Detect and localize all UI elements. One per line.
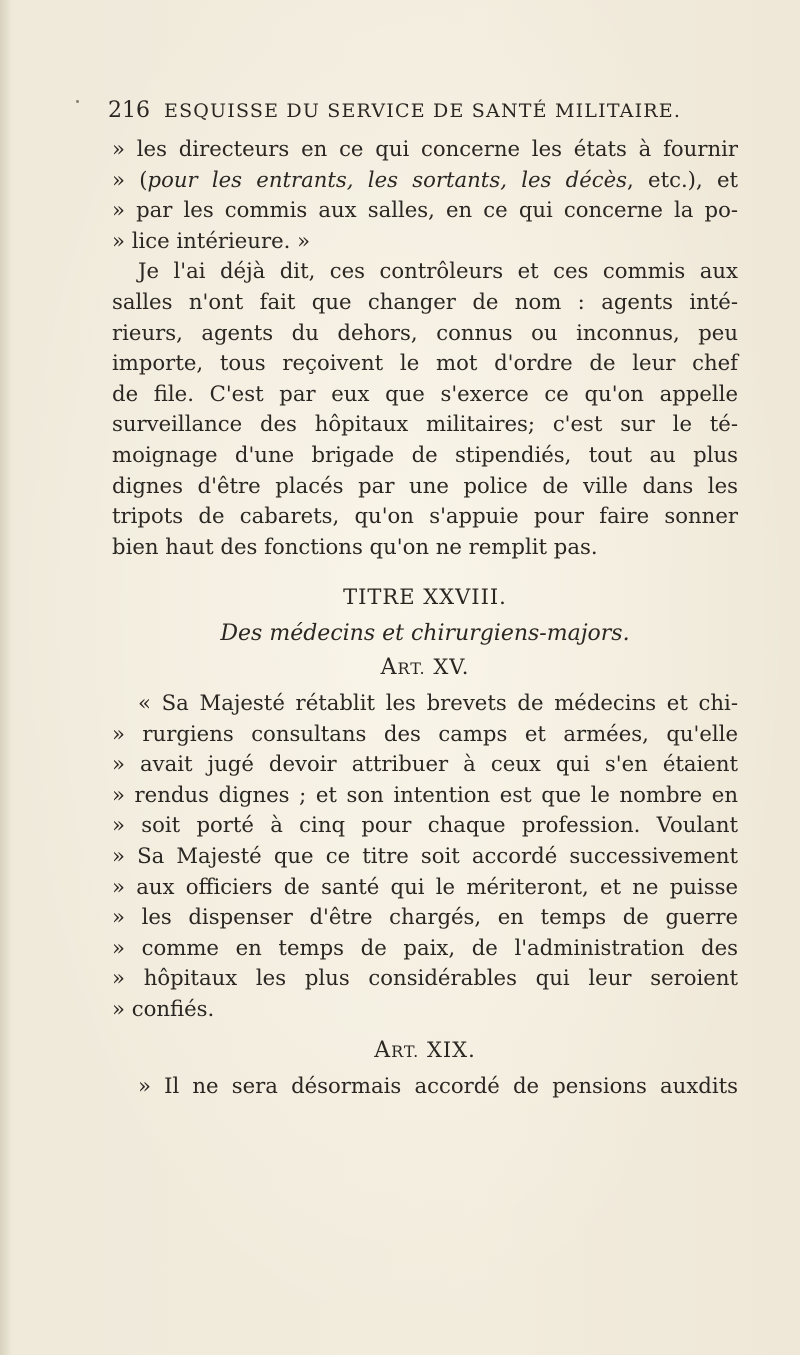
article-abbrev: RT.: [391, 1041, 420, 1061]
article-initial: A: [374, 1037, 392, 1063]
text-fragment: » (: [112, 166, 148, 192]
text-line: de file. C'est par eux que s'exerce ce qu'on appelle: [112, 380, 738, 406]
article-initial: A: [380, 654, 398, 680]
text-line: » avait jugé devoir attribuer à ceux qui s'en étaient: [112, 751, 738, 777]
page-body: [112, 134, 738, 1102]
text-line: bien haut des fonctions qu'on ne remplit pas.: [112, 533, 598, 559]
page-number: 216: [108, 98, 150, 123]
text-line: » comme en temps de paix, de l'administration des: [112, 934, 738, 960]
text-line: » confiés.: [112, 996, 215, 1022]
running-title: ESQUISSE DU SERVICE DE SANTÉ MILITAIRE.: [164, 100, 682, 122]
text-line: » rurgiens consultans des camps et armées, qu'elle: [112, 720, 738, 746]
text-line: moignage d'une brigade de stipendiés, tout au plus: [112, 441, 738, 467]
text-line: » aux officiers de santé qui le mériteront, et ne puisse: [112, 873, 738, 899]
text-line: Je l'ai déjà dit, ces contrôleurs et ces commis aux: [138, 258, 738, 284]
page-gutter-shadow: [0, 0, 10, 1355]
chapter-subtitle: Des médecins et chirurgiens-majors.: [220, 620, 630, 646]
text-line: « Sa Majesté rétablit les brevets de médecins et chi-: [138, 690, 738, 716]
text-line: » les directeurs en ce qui concerne les états à fournir: [112, 136, 738, 161]
text-line: [112, 165, 738, 196]
text-line: » Sa Majesté que ce titre soit accordé successivement: [112, 843, 738, 869]
text-line: importe, tous reçoivent le mot d'ordre de leur chef: [112, 350, 738, 376]
text-line: rieurs, agents du dehors, connus ou inconnus, peu: [112, 319, 738, 345]
text-line: tripots de cabarets, qu'on s'appuie pour faire sonner: [112, 503, 738, 529]
text-line: salles n'ont fait que changer de nom : agents inté-: [112, 288, 738, 314]
text-line: » lice intérieure. »: [112, 227, 311, 253]
article-number: XV.: [433, 654, 470, 679]
chapter-title: TITRE XXVIII.: [343, 585, 507, 610]
text-line: » les dispenser d'être chargés, en temps de guerre: [112, 904, 738, 930]
text-line: » par les commis aux salles, en ce qui concerne la po-: [112, 197, 738, 223]
text-line: » soit porté à cinq pour chaque profession. Voulant: [112, 812, 738, 838]
italic-fragment: pour les entrants, les sortants, les décès: [147, 166, 628, 192]
article-number: XIX.: [426, 1037, 476, 1062]
text-line: » rendus dignes ; et son intention est que le nombre en: [112, 781, 738, 807]
text-line: surveillance des hôpitaux militaires; c'est sur le té-: [112, 411, 738, 437]
ink-speck: [76, 100, 79, 103]
text-line: » Il ne sera désormais accordé de pensions auxdits: [138, 1073, 738, 1099]
running-header: [108, 98, 682, 124]
article-heading: [112, 1035, 738, 1066]
text-line: » hôpitaux les plus considérables qui leur seroient: [112, 965, 738, 991]
text-fragment: , etc.), et: [627, 166, 739, 192]
article-heading: [112, 652, 738, 683]
text-line: dignes d'être placés par une police de ville dans les: [112, 472, 738, 498]
article-abbrev: RT.: [397, 658, 426, 678]
